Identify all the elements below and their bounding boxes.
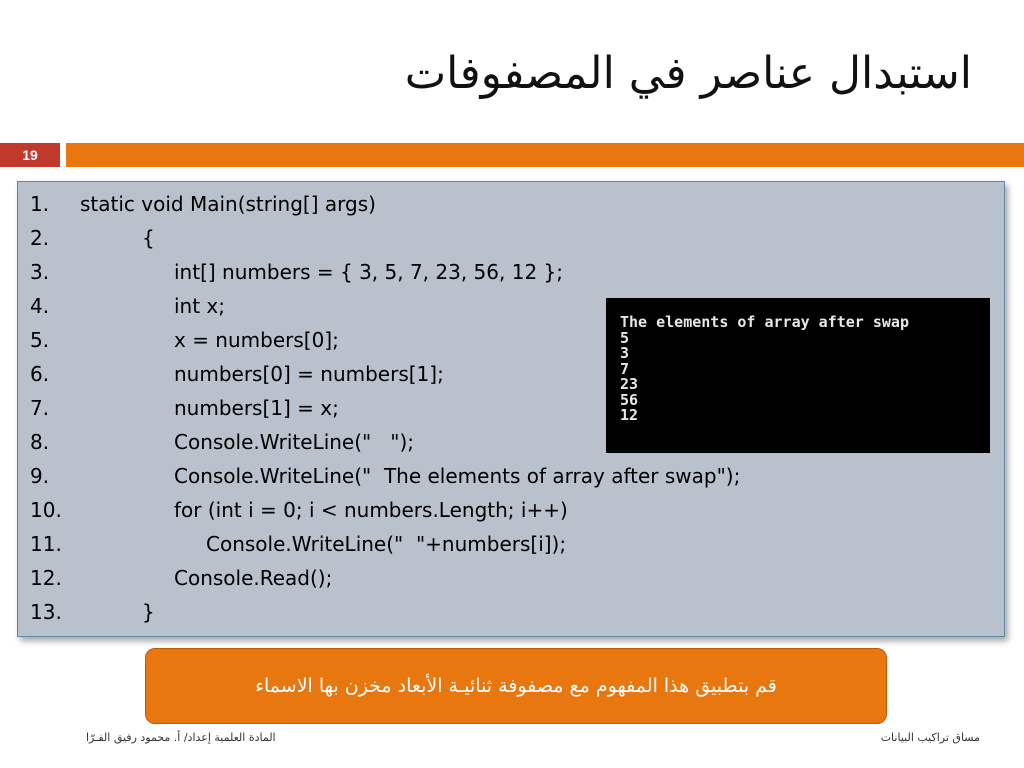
code-line [18,596,998,630]
line-code-text: Console.WriteLine(" The elements of array after swap"); [174,464,741,488]
line-number: 5. [30,328,50,352]
task-callout [145,648,887,724]
line-code-text: Console.WriteLine(" "); [174,430,415,454]
line-number: 6. [30,362,50,386]
line-code-text: x = numbers[0]; [174,328,339,352]
line-number: 3. [30,260,50,284]
line-number: 13. [30,600,62,624]
line-code-text: { [142,226,155,250]
task-text: قم بتطبيق هذا المفهوم مع مصفوفة ثنائيـة الأبعاد مخزن بها الاسماء [255,675,777,697]
code-line [18,188,998,222]
code-line [18,494,998,528]
line-code-text: } [142,600,155,624]
footer-course: مساق تراكيب البيانات [880,731,980,744]
line-code-text: int[] numbers = { 3, 5, 7, 23, 56, 12 }; [174,260,563,284]
console-line: The elements of array after swap [620,313,909,331]
console-line: 7 [620,359,630,378]
line-number: 1. [30,192,50,216]
line-code-text: for (int i = 0; i < numbers.Length; i++) [174,498,568,522]
console-output-window [606,298,990,453]
line-number: 2. [30,226,50,250]
line-number: 9. [30,464,50,488]
line-code-text: Console.Read(); [174,566,333,590]
code-line [18,460,998,494]
line-code-text: int x; [174,294,226,318]
line-code-text: static void Main(string[] args) [80,192,376,216]
line-number: 11. [30,532,62,556]
slide-number-badge: 19 [0,143,60,167]
code-line [18,222,998,256]
line-code-text: numbers[1] = x; [174,396,339,420]
console-line: 12 [620,406,639,424]
line-number: 10. [30,498,62,522]
console-line: 23 [620,375,639,393]
line-number: 12. [30,566,62,590]
line-number: 7. [30,396,50,420]
console-line: 5 [620,328,630,347]
line-code-text: Console.WriteLine(" "+numbers[i]); [206,532,567,556]
code-line [18,528,998,562]
accent-bar [66,143,1024,167]
line-number: 4. [30,294,50,318]
code-line [18,562,998,596]
line-number: 8. [30,430,50,454]
code-line [18,256,998,290]
slide-title: استبدال عناصر في المصفوفات [404,48,972,99]
console-line: 56 [620,390,639,409]
line-code-text: numbers[0] = numbers[1]; [174,362,444,386]
console-line: 3 [620,344,630,362]
footer-author: المادة العلمية إعداد/ أ. محمود رفيق الفـرّا [86,731,276,744]
